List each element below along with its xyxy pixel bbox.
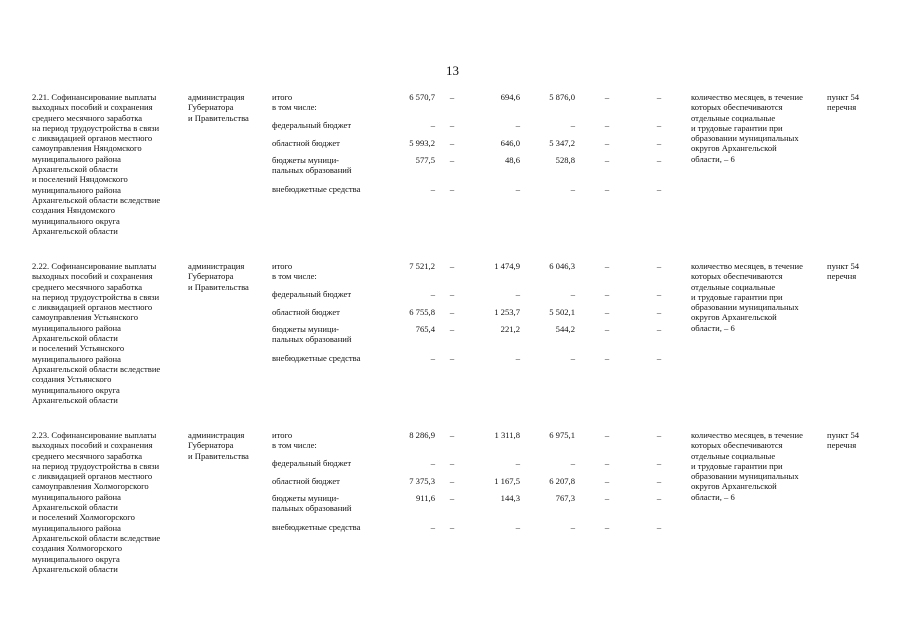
funding-value: –: [656, 120, 662, 130]
funding-value: –: [604, 120, 610, 130]
funding-value: –: [449, 261, 455, 271]
funding-value: 6 975,1: [549, 430, 575, 440]
funding-value: –: [656, 92, 662, 102]
activity-description: 2.23. Софинансирование выплаты выходных пособий и сохранения среднего месячного заработка на период трудоустройства в связи с ликвидацией органов местного самоуправления Холмогорского муниципального района Архангельской области и поселений Холмогорского муниципального района Архангельской области вследствие создания Холмогорского муниципального округа Архангельской области: [32, 430, 161, 574]
funding-value: –: [449, 289, 455, 299]
funding-source-label: областной бюджет: [272, 138, 340, 148]
activity-description: 2.21. Софинансирование выплаты выходных пособий и сохранения среднего месячного заработка на период трудоустройства в связи с ликвидацией органов местного самоуправления Няндомского муниципального района Архангельской области и поселений Няндомского муниципального района Архангельской области вследствие создания Няндомского муниципального округа Архангельской области: [32, 92, 161, 236]
funding-value: –: [604, 307, 610, 317]
funding-value: 6 046,3: [549, 261, 575, 271]
funding-value: –: [604, 184, 610, 194]
funding-value: 577,5: [415, 155, 435, 165]
reference-cell: пункт 54 перечня: [827, 92, 860, 113]
funding-source-label: итого в том числе:: [272, 430, 317, 451]
funding-source-label: федеральный бюджет: [272, 458, 352, 468]
funding-source-label: бюджеты муници- пальных образований: [272, 324, 352, 345]
funding-value: 694,6: [500, 92, 520, 102]
executor-cell: администрация Губернатора и Правительства: [188, 261, 249, 292]
funding-value: –: [430, 120, 435, 130]
funding-value: –: [656, 324, 662, 334]
funding-value: –: [515, 120, 520, 130]
funding-value: –: [430, 353, 435, 363]
funding-value: 1 167,5: [494, 476, 520, 486]
funding-value: 6 755,8: [409, 307, 435, 317]
funding-source-label: федеральный бюджет: [272, 289, 352, 299]
funding-value: –: [604, 289, 610, 299]
funding-value: –: [449, 324, 455, 334]
funding-source-label: федеральный бюджет: [272, 120, 352, 130]
activity-description: 2.22. Софинансирование выплаты выходных пособий и сохранения среднего месячного заработка на период трудоустройства в связи с ликвидацией органов местного самоуправления Устьянского муниципального района Архангельской области и поселений Устьянского муниципального района Архангельской области вследствие создания Устьянского муниципального округа Архангельской области: [32, 261, 161, 405]
table-row: [0, 430, 905, 590]
funding-value: –: [449, 353, 455, 363]
funding-value: –: [656, 522, 662, 532]
funding-value: –: [656, 476, 662, 486]
indicator-cell: количество месяцев, в течение которых обеспечиваются отдельные социальные и трудовые гарантии при образовании муниципальных округов Архангельской области, – 6: [691, 261, 803, 333]
funding-value: –: [449, 493, 455, 503]
funding-value: –: [449, 476, 455, 486]
funding-source-label: областной бюджет: [272, 476, 340, 486]
funding-value: 144,3: [500, 493, 520, 503]
reference-cell: пункт 54 перечня: [827, 261, 860, 282]
funding-value: 911,6: [415, 493, 435, 503]
funding-value: 765,4: [415, 324, 435, 334]
funding-value: –: [604, 476, 610, 486]
executor-cell: администрация Губернатора и Правительства: [188, 92, 249, 123]
funding-value: –: [656, 184, 662, 194]
funding-value: –: [604, 92, 610, 102]
funding-source-label: внебюджетные средства: [272, 184, 361, 194]
funding-value: –: [449, 307, 455, 317]
funding-value: –: [604, 324, 610, 334]
funding-value: –: [656, 155, 662, 165]
funding-value: 8 286,9: [409, 430, 435, 440]
funding-value: –: [570, 353, 575, 363]
funding-source-label: областной бюджет: [272, 307, 340, 317]
funding-value: –: [604, 430, 610, 440]
page-number: 13: [446, 63, 459, 78]
funding-value: –: [570, 184, 575, 194]
funding-value: –: [449, 155, 455, 165]
funding-value: –: [449, 458, 455, 468]
funding-value: –: [656, 493, 662, 503]
funding-value: 1 474,9: [494, 261, 520, 271]
funding-value: –: [656, 353, 662, 363]
funding-value: 6 570,7: [409, 92, 435, 102]
funding-value: –: [430, 289, 435, 299]
funding-value: –: [570, 120, 575, 130]
funding-value: –: [515, 458, 520, 468]
funding-value: 5 876,0: [549, 92, 575, 102]
funding-value: –: [656, 430, 662, 440]
funding-source-label: итого в том числе:: [272, 92, 317, 113]
indicator-cell: количество месяцев, в течение которых обеспечиваются отдельные социальные и трудовые гарантии при образовании муниципальных округов Архангельской области, – 6: [691, 92, 803, 164]
funding-value: –: [656, 261, 662, 271]
funding-value: –: [570, 289, 575, 299]
funding-value: –: [515, 184, 520, 194]
funding-value: 48,6: [504, 155, 520, 165]
funding-value: –: [449, 184, 455, 194]
funding-value: 544,2: [555, 324, 575, 334]
funding-value: –: [515, 522, 520, 532]
funding-value: –: [604, 155, 610, 165]
table-row: [0, 261, 905, 421]
funding-value: –: [449, 120, 455, 130]
funding-value: –: [430, 458, 435, 468]
funding-value: 646,0: [500, 138, 520, 148]
funding-value: –: [656, 289, 662, 299]
funding-source-label: внебюджетные средства: [272, 522, 361, 532]
table-row: [0, 92, 905, 252]
funding-value: 5 502,1: [549, 307, 575, 317]
funding-value: –: [604, 522, 610, 532]
funding-source-label: итого в том числе:: [272, 261, 317, 282]
funding-value: –: [656, 138, 662, 148]
funding-value: 5 993,2: [409, 138, 435, 148]
funding-value: –: [570, 458, 575, 468]
funding-value: –: [604, 493, 610, 503]
funding-value: –: [656, 307, 662, 317]
funding-value: 1 311,8: [494, 430, 520, 440]
funding-value: 1 253,7: [494, 307, 520, 317]
funding-value: –: [570, 522, 575, 532]
funding-value: –: [604, 353, 610, 363]
funding-value: –: [515, 353, 520, 363]
funding-value: –: [430, 522, 435, 532]
funding-value: –: [449, 92, 455, 102]
funding-value: –: [515, 289, 520, 299]
funding-value: –: [656, 458, 662, 468]
funding-source-label: бюджеты муници- пальных образований: [272, 155, 352, 176]
funding-value: 528,8: [555, 155, 575, 165]
funding-value: 6 207,8: [549, 476, 575, 486]
funding-value: 7 521,2: [409, 261, 435, 271]
funding-value: –: [449, 430, 455, 440]
funding-value: 5 347,2: [549, 138, 575, 148]
funding-value: 221,2: [500, 324, 520, 334]
funding-source-label: внебюджетные средства: [272, 353, 361, 363]
funding-value: 7 375,3: [409, 476, 435, 486]
funding-value: –: [430, 184, 435, 194]
funding-source-label: бюджеты муници- пальных образований: [272, 493, 352, 514]
funding-value: –: [449, 138, 455, 148]
funding-value: –: [604, 138, 610, 148]
funding-value: –: [449, 522, 455, 532]
reference-cell: пункт 54 перечня: [827, 430, 860, 451]
indicator-cell: количество месяцев, в течение которых обеспечиваются отдельные социальные и трудовые гарантии при образовании муниципальных округов Архангельской области, – 6: [691, 430, 803, 502]
funding-value: –: [604, 261, 610, 271]
funding-value: –: [604, 458, 610, 468]
executor-cell: администрация Губернатора и Правительства: [188, 430, 249, 461]
funding-value: 767,3: [555, 493, 575, 503]
